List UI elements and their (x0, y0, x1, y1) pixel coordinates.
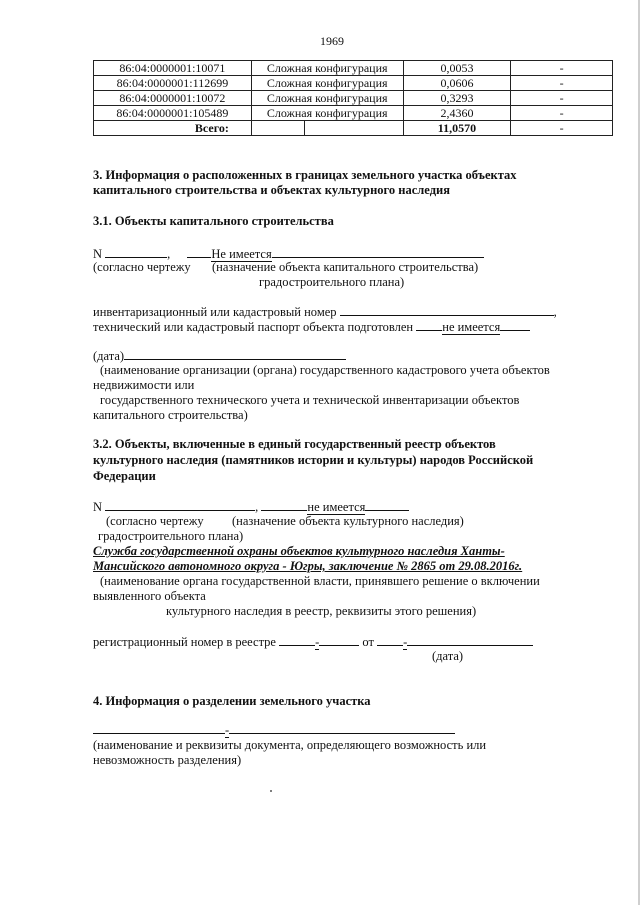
section32-heading-line2: культурного наследия (памятников истории и культуры) народов Российской (93, 453, 534, 467)
authority-line1: Служба государственной охраны объектов культурного наследия Ханты- (93, 544, 505, 558)
inventory-label: инвентаризационный или кадастровый номер (93, 305, 337, 319)
parcel-area: 0,0053 (403, 61, 511, 76)
n-label: N (93, 247, 103, 261)
section32-date-label: (дата) (432, 649, 464, 663)
from-label: от (362, 635, 374, 649)
section32-n-line: N , не имеется (93, 499, 409, 515)
from-value: - (403, 635, 408, 649)
org-note-line4: капитального строительства) (93, 408, 248, 422)
registry-value: - (315, 635, 320, 649)
parcel-type: Сложная конфигурация (251, 76, 403, 91)
section32-drawing-note: (согласно чертежу (106, 514, 204, 528)
parcel-id: 86:04:0000001:105489 (94, 106, 252, 121)
parcel-type: Сложная конфигурация (251, 91, 403, 106)
section32-heading-line3: Федерации (93, 469, 156, 483)
table-row (94, 76, 613, 91)
passport-line (93, 319, 530, 335)
parcel-note: - (511, 106, 613, 121)
parcel-note: - (511, 91, 613, 106)
parcel-type: Сложная конфигурация (251, 106, 403, 121)
section4-value-line (93, 722, 455, 738)
total-note: - (511, 121, 613, 136)
section31-drawing-note: (согласно чертежу (93, 260, 191, 274)
passport-label: технический или кадастровый паспорт объекта подготовлен (93, 320, 414, 334)
section31-heading: 3.1. Объекты капитального строительства (93, 214, 334, 228)
page-number: 1969 (320, 34, 344, 48)
section31-n-line: N , Не имеется (93, 246, 484, 262)
table-row (94, 106, 613, 121)
section31-purpose-note: (назначение объекта капитального строительства) (212, 260, 479, 274)
parcel-area: 2,4360 (403, 106, 511, 121)
section32-gp-note: градостроительного плана) (98, 529, 244, 543)
parcel-area: 0,0606 (403, 76, 511, 91)
section32-heading-line1: 3.2. Объекты, включенные в единый государственный реестр объектов (93, 437, 496, 451)
section32-not-exists: не имеется (307, 500, 366, 514)
parcels-table (93, 60, 613, 136)
section31-gp-note: градостроительного плана) (259, 275, 405, 289)
registry-line (93, 634, 533, 650)
org-note-line3: государственного технического учета и технической инвентаризации объектов (100, 393, 520, 407)
authority-note3: культурного наследия в реестр, реквизиты этого решения) (166, 604, 477, 618)
parcel-note: - (511, 76, 613, 91)
table-row (94, 91, 613, 106)
section31-date-label: (дата) (93, 349, 125, 363)
section4-value: - (225, 723, 230, 737)
table-row (94, 61, 613, 76)
section4-heading: 4. Информация о разделении земельного участка (93, 694, 371, 708)
section31-date-line (93, 348, 346, 364)
total-row (94, 121, 613, 136)
section3-heading-line2: капитального строительства и объектах культурного наследия (93, 183, 450, 197)
org-note-line1: (наименование организации (органа) государственного кадастрового учета объектов (100, 363, 550, 377)
registry-label: регистрационный номер в реестре (93, 635, 276, 649)
passport-value: не имеется (442, 320, 501, 334)
section32-n-label: N (93, 500, 103, 514)
scan-speck (270, 790, 272, 792)
total-area: 11,0570 (403, 121, 511, 136)
org-note-line2: недвижимости или (93, 378, 195, 392)
section4-note1: (наименование и реквизиты документа, определяющего возможность или (93, 738, 487, 752)
parcel-type: Сложная конфигурация (251, 61, 403, 76)
parcel-id: 86:04:0000001:10071 (94, 61, 252, 76)
authority-line2: Мансийского автономного округа - Югры, заключение № 2865 от 29.08.2016г. (93, 559, 523, 573)
parcel-id: 86:04:0000001:112699 (94, 76, 252, 91)
parcel-area: 0,3293 (403, 91, 511, 106)
section32-purpose-note: (назначение объекта культурного наследия) (232, 514, 464, 528)
authority-note2: выявленного объекта (93, 589, 206, 603)
total-label: Всего: (94, 121, 252, 136)
parcel-id: 86:04:0000001:10072 (94, 91, 252, 106)
authority-note1: (наименование органа государственной власти, принявшего решение о включении (100, 574, 540, 588)
total-type-cell (251, 121, 403, 136)
section4-note2: невозможность разделения) (93, 753, 242, 767)
inventory-line: инвентаризационный или кадастровый номер , (93, 305, 557, 319)
parcel-note: - (511, 61, 613, 76)
section3-heading-line1: 3. Информация о расположенных в границах земельного участка объектах (93, 168, 517, 182)
section31-not-exists: Не имеется (211, 247, 272, 261)
